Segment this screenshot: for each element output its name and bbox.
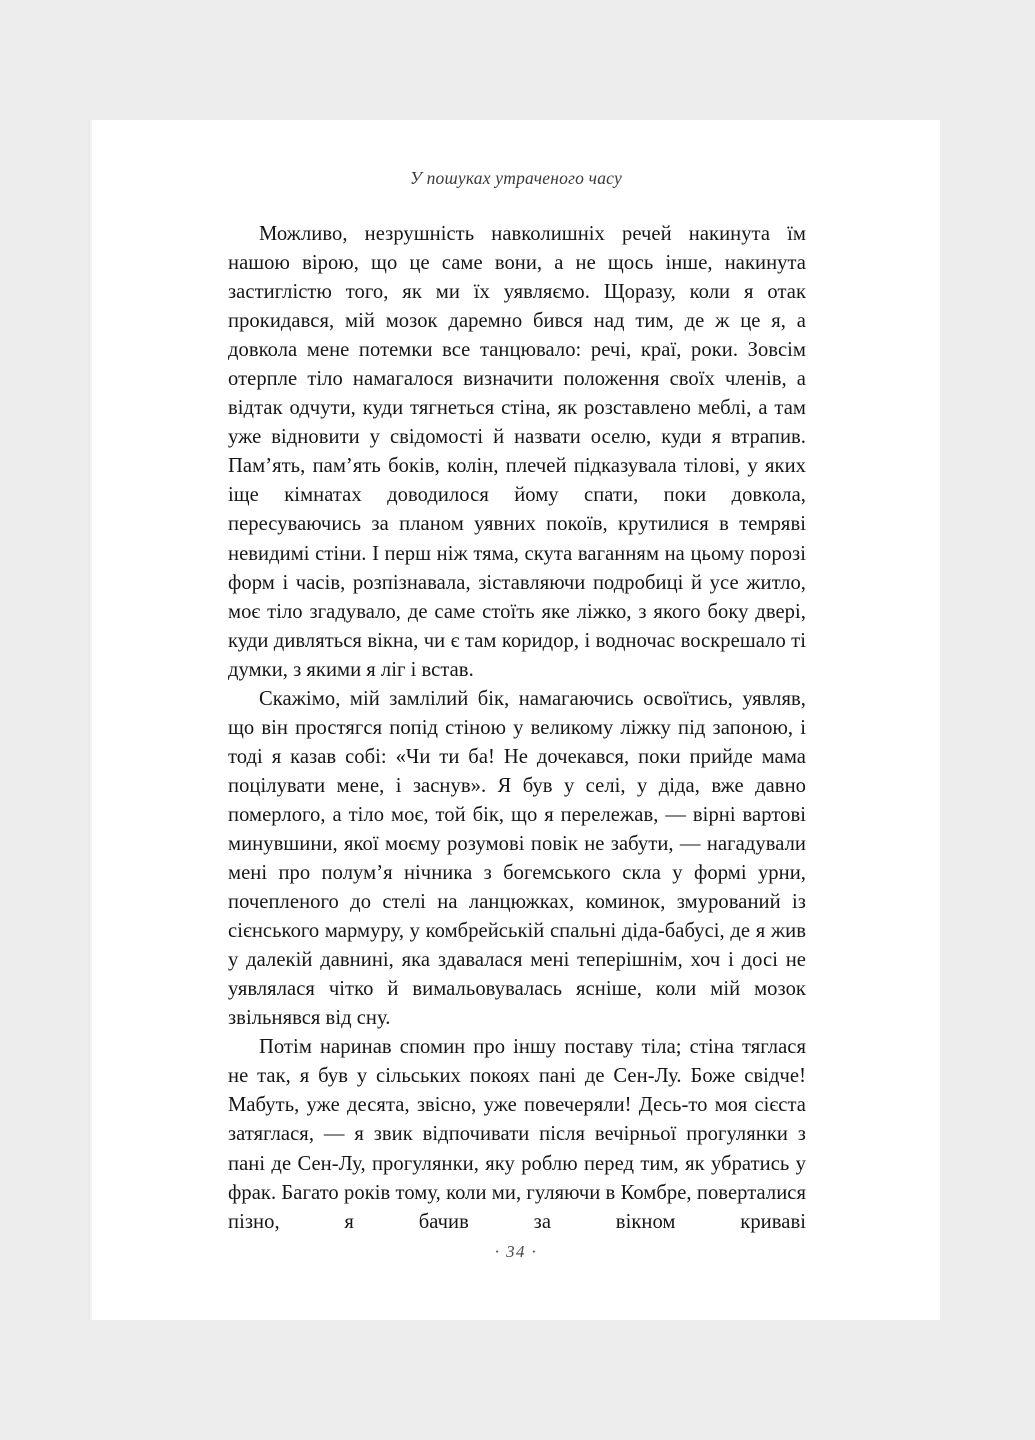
body-text-block: [228, 220, 806, 1266]
page-number-folio: · 34 ·: [494, 1242, 538, 1261]
book-page-sheet: [92, 120, 940, 1320]
running-head: У пошуках утраченого часу: [410, 168, 622, 188]
body-paragraph-1: Можливо, незрушність навколишніх речей накинута їм нашою вірою, що це саме вони, а не щось інше, накинута застиглістю того, як ми їх уявляємо. Щоразу, коли я отак прокидався, мій мозок даремно бився над тим, де ж це я, а довкола мене потемки все танцювало: речі, краї, роки. Зовсім отерпле тіло намагалося визначити положення своїх членів, а відтак одчути, куди тягнеться стіна, як розставлено меблі, а там уже відновити у свідомості й назвати оселю, куди я втрапив. Пам’ять, пам’ять боків, колін, плечей підказувала тілові, у яких іще кімнатах доводилося йому спати, поки довкола, пересуваючись за планом уявних покоїв, крутилися в темряві невидимі стіни. І перш ніж тяма, скута ваганням на цьому порозі форм і часів, розпізнавала, зіставляючи подробиці й усе житло, моє тіло згадувало, де саме стоїть яке ліжко, з якого боку двері, куди дивляться вікна, чи є там коридор, і водночас воскрешало ті думки, з якими я ліг і встав.: [228, 223, 806, 681]
body-paragraph-2: Скажімо, мій замлілий бік, намагаючись освоїтись, уявляв, що він простягся попід стіною у великому ліжку під запоною, і тоді я казав собі: «Чи ти ба! Не дочекався, поки прийде мама поцілувати мене, і заснув». Я був у селі, у діда, вже давно померлого, а тіло моє, той бік, що я перележав, — вірні вартові минувшини, якої моєму розумові повік не забути, — нагадували мені про полум’я нічника з богемського скла у формі урни, почепленого до стелі на ланцюжках, коминок, змурований із сієнського мармуру, у комбрейській спальні діда-бабусі, де я жив у далекій давнині, яка здавалася мені теперішнім, хоч і досі не уявлялася чітко й вимальовувалась ясніше, коли мій мозок звільнявся від сну.: [228, 687, 806, 1030]
body-paragraph-3: Потім наринав спомин про іншу поставу тіла; стіна тяглася не так, я був у сільських покоях пані де Сен-Лу. Боже свідче! Мабуть, уже десята, звісно, уже повечеряли! Десь-то моя сієста затяглася, — я звик відпочивати після вечірньої прогулянки з пані де Сен-Лу, прогулянки, яку роблю перед тим, як убратись у фрак. Багато років тому, коли ми, гуляючи в Комбре, поверталися пізно, я бачив за вікном криваві: [228, 1036, 806, 1233]
